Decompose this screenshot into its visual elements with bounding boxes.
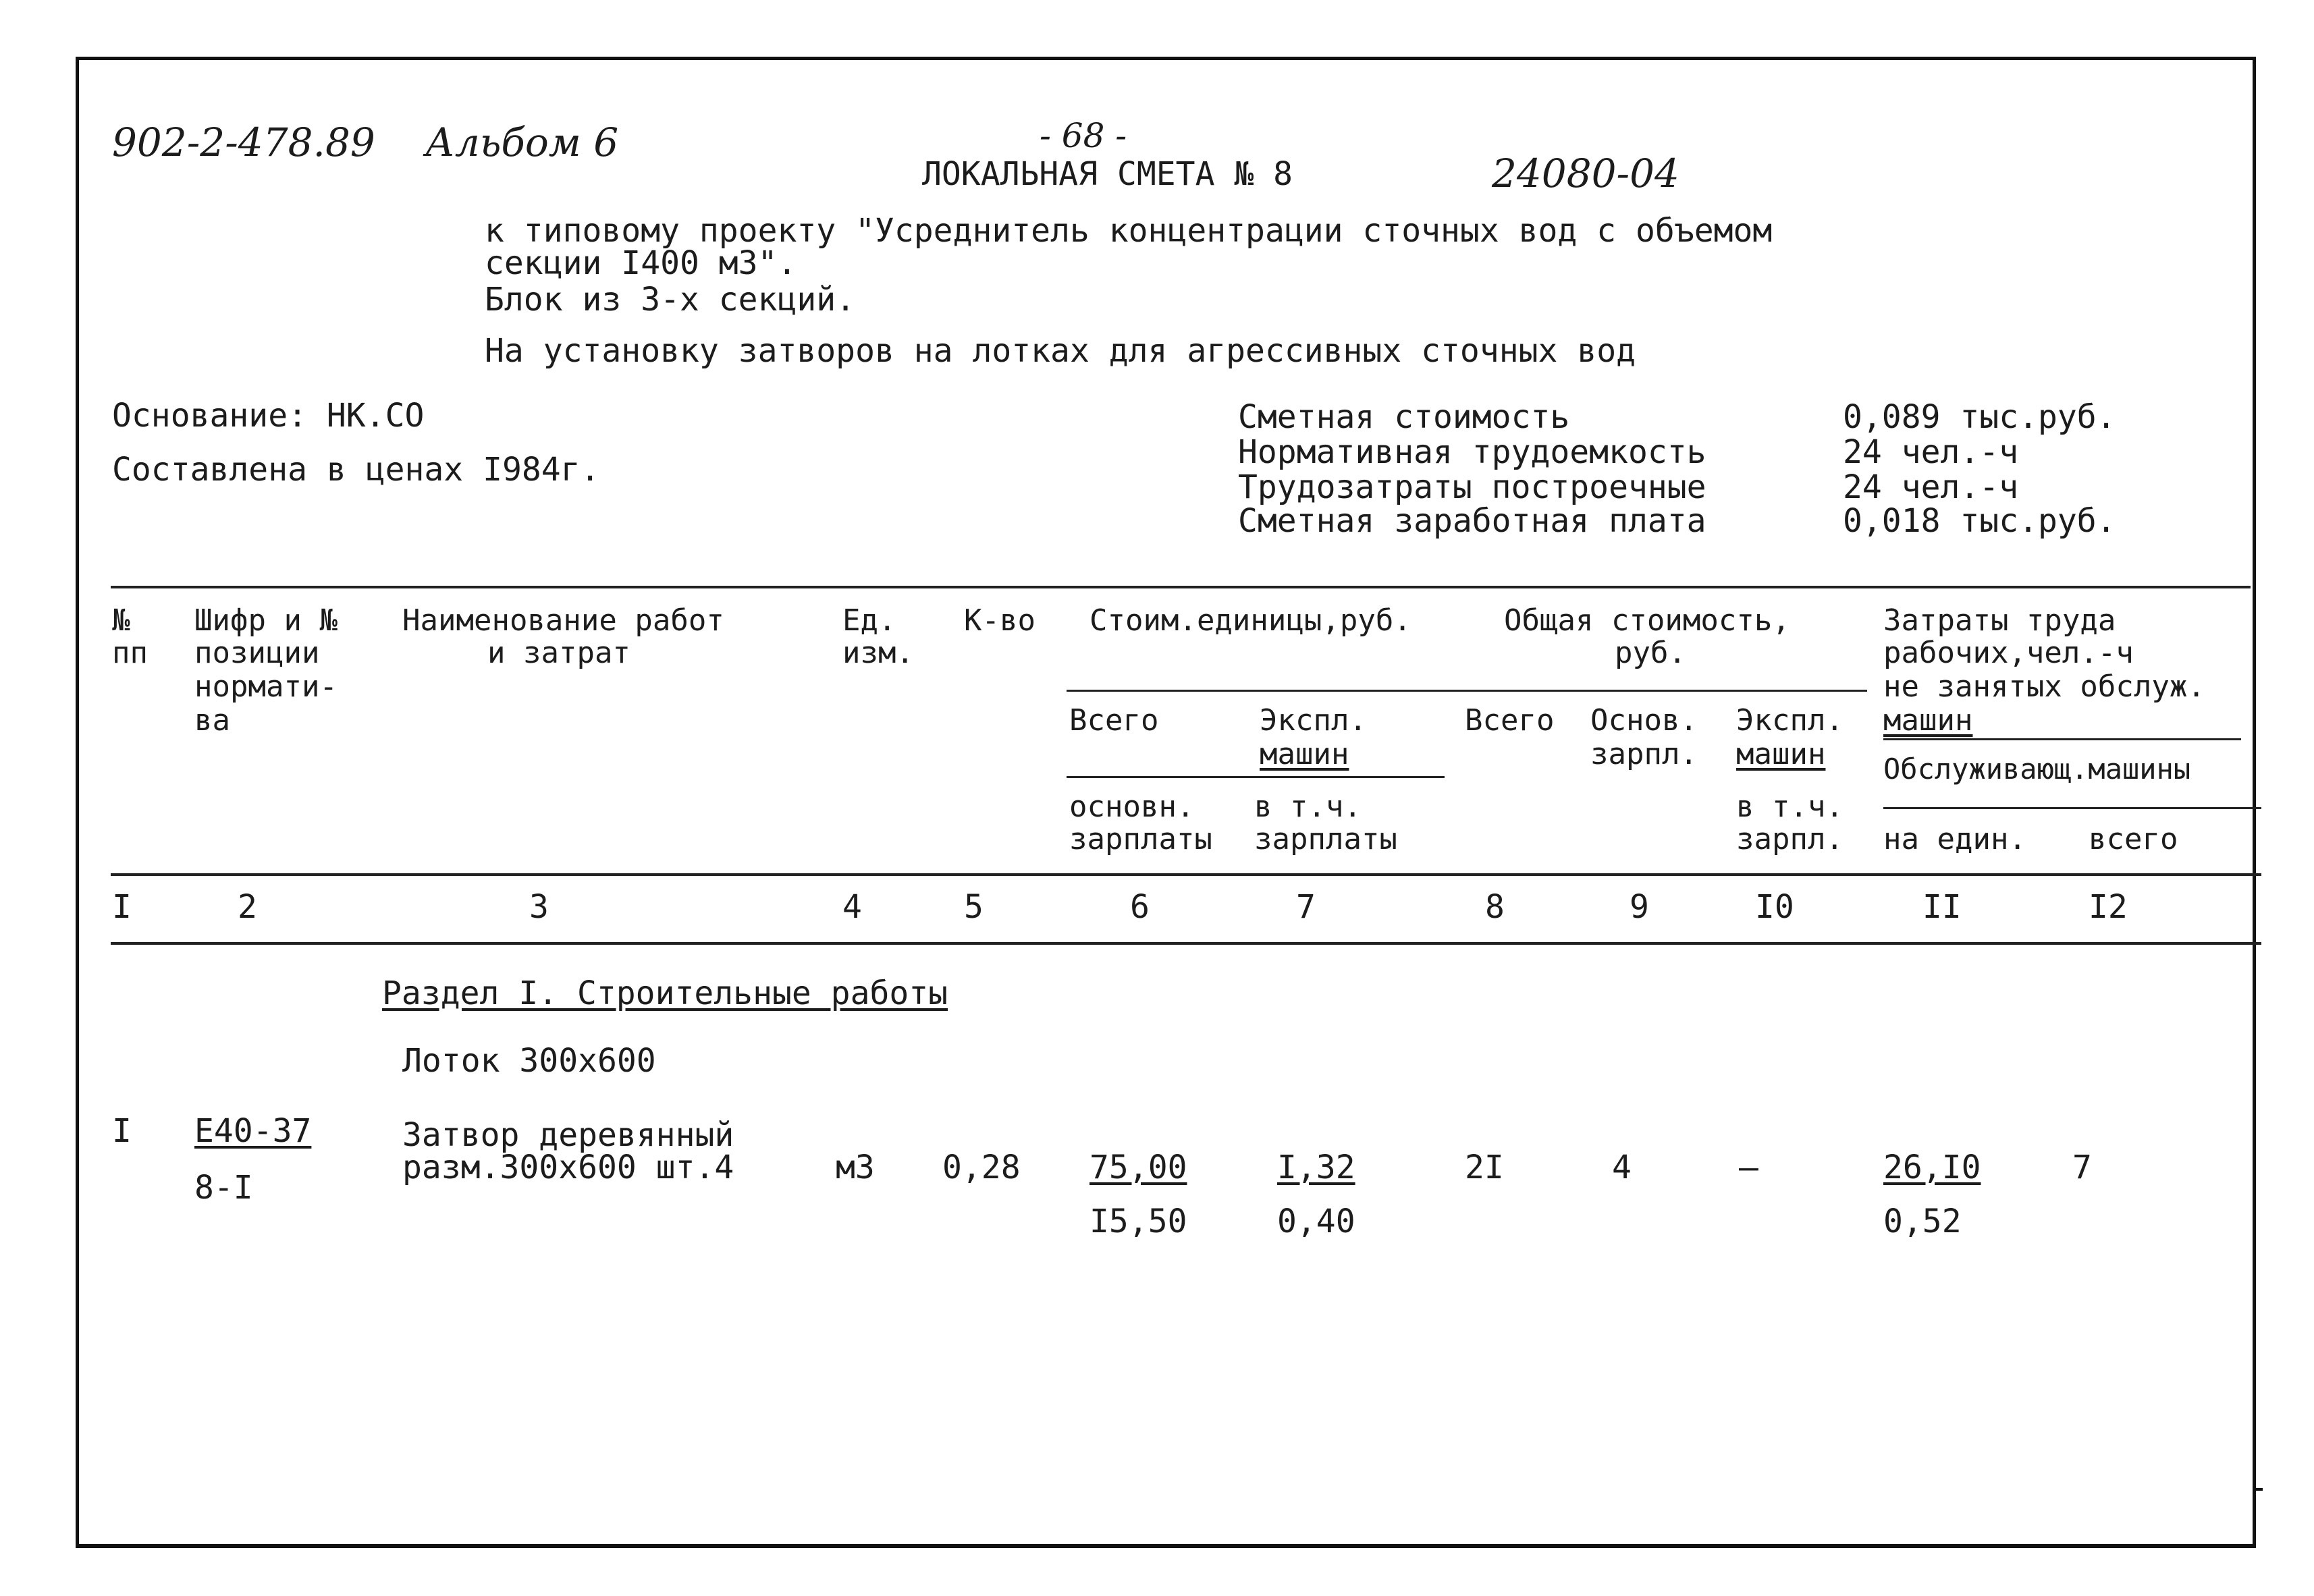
col-header-labor: машин	[1883, 703, 1973, 738]
row-unit-total: 75,00	[1089, 1149, 1187, 1186]
col-number: 8	[1485, 888, 1505, 926]
col-header-10: машин	[1736, 737, 1826, 771]
row-unit-machines: I,32	[1277, 1149, 1355, 1186]
col-number: 6	[1130, 888, 1150, 926]
col-header-num: пп	[112, 636, 148, 670]
colnum-bottom-rule	[111, 942, 2261, 945]
header-rule-11-12a	[1883, 738, 2241, 740]
summary-label: Нормативная трудоемкость	[1238, 433, 1706, 471]
row-unit-machines-wage: 0,40	[1277, 1203, 1355, 1240]
table-top-rule	[111, 586, 2251, 588]
col-header-unit-cost: Стоим.единицы,руб.	[1089, 603, 1411, 638]
col-header-7: Экспл.	[1260, 703, 1367, 738]
col-header-labor: не занятых обслуж.	[1883, 669, 2205, 704]
col-number: 3	[529, 888, 549, 926]
row-number: I	[112, 1112, 132, 1150]
col-header-7: зарплаты	[1254, 822, 1397, 856]
col-header-qty: К-во	[964, 603, 1035, 638]
summary-label: Трудозатраты построечные	[1238, 468, 1706, 506]
row-name: Затвор деревянный	[402, 1116, 734, 1154]
col-number: II	[1922, 888, 1962, 926]
row-total-wage: 4	[1612, 1149, 1632, 1186]
col-header-8: Всего	[1465, 703, 1555, 738]
basis-line: Основание: НК.СО	[112, 397, 425, 435]
col-header-7: машин	[1260, 737, 1349, 771]
col-header-12: всего	[2089, 822, 2178, 856]
col-header-num: №	[112, 603, 130, 638]
project-line-2: секции I400 м3".	[485, 244, 797, 282]
header-rule-6-7	[1067, 776, 1445, 778]
block-line: Блок из 3-х секций.	[485, 281, 856, 319]
row-code: Е40-37	[194, 1112, 312, 1150]
col-number: I0	[1755, 888, 1794, 926]
summary-label: Сметная заработная плата	[1238, 502, 1706, 540]
summary-value: 0,089 тыс.руб.	[1843, 398, 2116, 436]
col-header-6: основн.	[1069, 790, 1195, 824]
col-header-code: Шифр и №	[194, 603, 338, 638]
summary-label: Сметная стоимость	[1238, 398, 1570, 436]
row-total: 2I	[1465, 1149, 1504, 1186]
summary-value: 24 чел.-ч	[1843, 468, 2019, 506]
col-header-unit: изм.	[842, 636, 914, 670]
doc-title: ЛОКАЛЬНАЯ СМЕТА № 8	[922, 155, 1293, 193]
col-header-serv: Обслуживающ.машины	[1883, 752, 2191, 786]
col-header-total-cost: руб.	[1615, 636, 1686, 670]
row-code: 8-I	[194, 1169, 253, 1207]
col-number: 9	[1630, 888, 1649, 926]
prices-line: Составлена в ценах I984г.	[112, 451, 600, 489]
col-number: 7	[1296, 888, 1316, 926]
col-header-labor: рабочих,чел.-ч	[1883, 636, 2134, 670]
edge-tick	[2253, 1488, 2263, 1491]
col-number: I	[112, 888, 132, 926]
subsection-title: Лоток 300х600	[402, 1042, 656, 1080]
row-labor-unit: 26,I0	[1883, 1149, 1981, 1186]
inventory-number: 24080-04	[1492, 150, 1679, 196]
col-header-6: зарплаты	[1069, 822, 1212, 856]
col-header-10: в т.ч.	[1736, 790, 1844, 824]
col-header-name: и затрат	[487, 636, 630, 670]
col-header-code: ва	[194, 703, 230, 738]
col-number: 5	[964, 888, 984, 926]
col-header-10: зарпл.	[1736, 822, 1844, 856]
col-header-total-cost: Общая стоимость,	[1504, 603, 1790, 638]
col-header-unit: Ед.	[842, 603, 896, 638]
row-labor-unit-serv: 0,52	[1883, 1203, 1962, 1240]
col-number: 4	[842, 888, 862, 926]
row-unit-wage: I5,50	[1089, 1203, 1187, 1240]
purpose-line: На установку затворов на лотках для агрессивных сточных вод	[485, 332, 1636, 370]
col-header-code: позиции	[194, 636, 320, 670]
page-number: - 68 -	[1040, 116, 1127, 155]
col-header-11: на един.	[1883, 822, 2026, 856]
col-header-name: Наименование работ	[402, 603, 724, 638]
col-number: I2	[2089, 888, 2128, 926]
summary-value: 0,018 тыс.руб.	[1843, 502, 2116, 540]
col-header-7: в т.ч.	[1254, 790, 1362, 824]
col-number: 2	[238, 888, 257, 926]
row-unit: м3	[836, 1149, 875, 1186]
col-header-10: Экспл.	[1736, 703, 1844, 738]
project-line-1: к типовому проекту "Усреднитель концентрации сточных вод с объемом	[485, 212, 1773, 250]
col-header-labor: Затраты труда	[1883, 603, 2116, 638]
row-qty: 0,28	[942, 1149, 1021, 1186]
section-title: Раздел I. Строительные работы	[382, 974, 948, 1012]
header-rule-11-12b	[1883, 807, 2261, 809]
header-rule-6-10	[1067, 690, 1867, 692]
summary-value: 24 чел.-ч	[1843, 433, 2019, 471]
col-header-code: нормати-	[194, 669, 338, 704]
row-total-machines: –	[1739, 1149, 1758, 1186]
row-labor-total: 7	[2072, 1149, 2092, 1186]
row-name: разм.300х600 шт.4	[402, 1149, 734, 1186]
col-header-6: Всего	[1069, 703, 1159, 738]
album-label: Альбом 6	[425, 119, 619, 165]
col-header-9: Основ.	[1590, 703, 1698, 738]
col-header-9: зарпл.	[1590, 737, 1698, 771]
doc-code: 902-2-478.89	[112, 119, 375, 165]
header-bottom-rule	[111, 873, 2261, 876]
